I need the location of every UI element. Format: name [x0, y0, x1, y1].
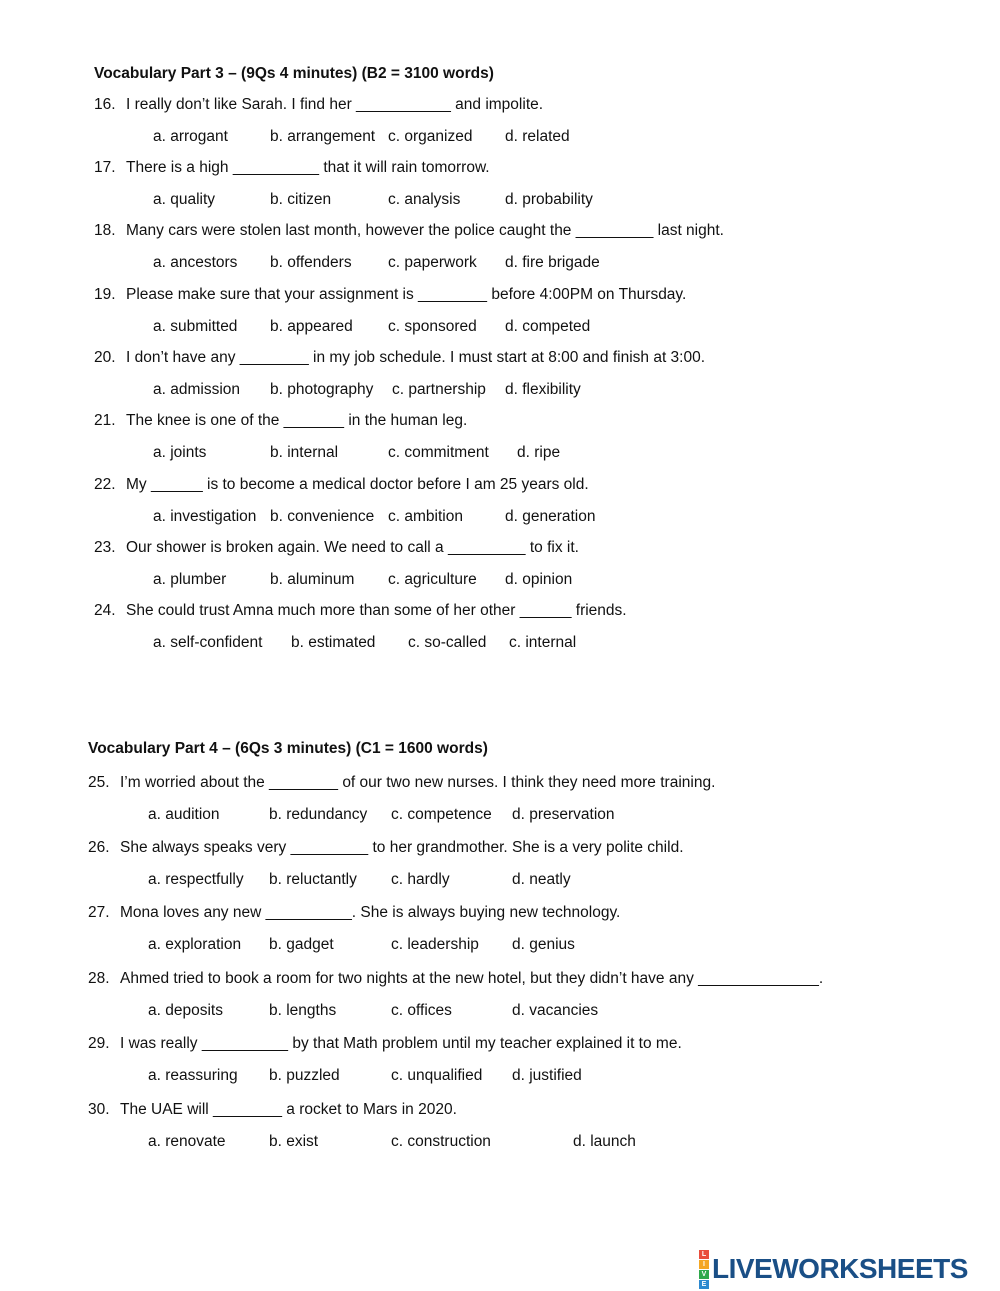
answer-option[interactable]: c. agriculture: [388, 571, 477, 588]
answer-option[interactable]: b. lengths: [269, 1002, 337, 1019]
answer-option[interactable]: b. offenders: [270, 254, 352, 271]
answer-option[interactable]: a. audition: [148, 806, 220, 823]
answer-option[interactable]: c. competence: [391, 806, 492, 823]
question-number: 22.: [94, 476, 116, 493]
answer-option[interactable]: d. fire brigade: [505, 254, 600, 271]
question-text: Please make sure that your assignment is ________ before 4:00PM on Thursday.: [126, 286, 687, 303]
answer-option[interactable]: c. sponsored: [388, 318, 477, 335]
question-24: [94, 602, 627, 620]
answer-option[interactable]: d. related: [505, 128, 570, 145]
question-20: [94, 349, 705, 367]
answer-option[interactable]: a. exploration: [148, 936, 242, 953]
answer-option[interactable]: b. photography: [270, 381, 374, 398]
part4-heading: Vocabulary Part 4 – (6Qs 3 minutes) (C1 = 1600 words): [88, 740, 488, 757]
question-29: [88, 1035, 682, 1053]
answer-option[interactable]: d. flexibility: [505, 381, 581, 398]
question-text: The UAE will ________ a rocket to Mars in 2020.: [120, 1101, 457, 1118]
question-number: 26.: [88, 839, 110, 856]
question-number: 21.: [94, 412, 116, 429]
question-text: My ______ is to become a medical doctor before I am 25 years old.: [126, 476, 589, 493]
answer-option[interactable]: a. respectfully: [148, 871, 244, 888]
question-28: [88, 970, 823, 988]
answer-option[interactable]: c. organized: [388, 128, 473, 145]
answer-option[interactable]: a. ancestors: [153, 254, 238, 271]
question-text: I was really __________ by that Math problem until my teacher explained it to me.: [120, 1035, 682, 1052]
answer-option[interactable]: b. redundancy: [269, 806, 368, 823]
answer-option[interactable]: a. arrogant: [153, 128, 228, 145]
answer-option[interactable]: b. citizen: [270, 191, 332, 208]
question-number: 27.: [88, 904, 110, 921]
answer-option[interactable]: c. construction: [391, 1133, 491, 1150]
answer-option[interactable]: d. justified: [512, 1067, 582, 1084]
question-text: She could trust Amna much more than some of her other ______ friends.: [126, 602, 627, 619]
answer-option[interactable]: d. opinion: [505, 571, 573, 588]
question-16: [94, 96, 543, 114]
question-27: [88, 904, 620, 922]
answer-option[interactable]: b. estimated: [291, 634, 376, 651]
question-text: Mona loves any new __________. She is always buying new technology.: [120, 904, 621, 921]
answer-option[interactable]: a. reassuring: [148, 1067, 238, 1084]
question-text: I really don’t like Sarah. I find her ___________ and impolite.: [126, 96, 544, 113]
question-number: 18.: [94, 222, 116, 239]
question-number: 29.: [88, 1035, 110, 1052]
answer-option[interactable]: b. convenience: [270, 508, 375, 525]
answer-option[interactable]: a. investigation: [153, 508, 257, 525]
question-number: 20.: [94, 349, 116, 366]
answer-option[interactable]: c. ambition: [388, 508, 463, 525]
question-text: I don’t have any ________ in my job schedule. I must start at 8:00 and finish at 3:00.: [126, 349, 706, 366]
question-number: 17.: [94, 159, 116, 176]
answer-option[interactable]: b. exist: [269, 1133, 319, 1150]
answer-option[interactable]: a. deposits: [148, 1002, 223, 1019]
answer-option[interactable]: b. internal: [270, 444, 339, 461]
answer-option[interactable]: d. neatly: [512, 871, 571, 888]
question-number: 30.: [88, 1101, 110, 1118]
question-number: 24.: [94, 602, 116, 619]
answer-option[interactable]: a. self-confident: [153, 634, 263, 651]
answer-option[interactable]: b. aluminum: [270, 571, 355, 588]
answer-option[interactable]: c. unqualified: [391, 1067, 483, 1084]
answer-option[interactable]: d. ripe: [517, 444, 561, 461]
answer-option[interactable]: a. admission: [153, 381, 241, 398]
question-25: [88, 774, 715, 792]
answer-option[interactable]: d. probability: [505, 191, 593, 208]
answer-option[interactable]: c. offices: [391, 1002, 452, 1019]
question-23: [94, 539, 579, 557]
question-text: Many cars were stolen last month, however the police caught the _________ last night.: [126, 222, 724, 239]
part3-heading: Vocabulary Part 3 – (9Qs 4 minutes) (B2 = 3100 words): [94, 65, 494, 82]
answer-option[interactable]: d. generation: [505, 508, 596, 525]
answer-option[interactable]: c. so-called: [408, 634, 487, 651]
answer-option[interactable]: b. appeared: [270, 318, 353, 335]
answer-option[interactable]: a. joints: [153, 444, 207, 461]
answer-option[interactable]: a. quality: [153, 191, 216, 208]
answer-option[interactable]: a. submitted: [153, 318, 238, 335]
answer-option[interactable]: c. analysis: [388, 191, 461, 208]
logo-text: LIVEWORKSHEETS: [712, 1253, 968, 1284]
question-22: [94, 476, 589, 494]
answer-option[interactable]: b. reluctantly: [269, 871, 357, 888]
answer-option[interactable]: b. arrangement: [270, 128, 376, 145]
answer-option[interactable]: c. paperwork: [388, 254, 477, 271]
question-30: [88, 1101, 457, 1119]
answer-option[interactable]: b. gadget: [269, 936, 334, 953]
question-number: 23.: [94, 539, 116, 556]
answer-option[interactable]: d. launch: [573, 1133, 636, 1150]
answer-option[interactable]: c. internal: [509, 634, 577, 651]
answer-option[interactable]: d. vacancies: [512, 1002, 599, 1019]
liveworksheets-logo: [699, 1250, 968, 1288]
answer-option[interactable]: d. preservation: [512, 806, 615, 823]
question-number: 19.: [94, 286, 116, 303]
question-text: She always speaks very _________ to her grandmother. She is a very polite child.: [120, 839, 684, 856]
answer-option[interactable]: b. puzzled: [269, 1067, 340, 1084]
answer-option[interactable]: c. leadership: [391, 936, 479, 953]
question-number: 25.: [88, 774, 110, 791]
question-text: I’m worried about the ________ of our two new nurses. I think they need more training.: [120, 774, 716, 791]
question-text: Our shower is broken again. We need to call a _________ to fix it.: [126, 539, 579, 556]
question-number: 16.: [94, 96, 116, 113]
question-21: [94, 412, 467, 430]
question-text: The knee is one of the _______ in the human leg.: [126, 412, 468, 429]
answer-option[interactable]: c. hardly: [391, 871, 450, 888]
logo-blocks-icon: L I V E: [699, 1250, 709, 1289]
question-number: 28.: [88, 970, 110, 987]
question-17: [94, 159, 490, 177]
question-text: There is a high __________ that it will rain tomorrow.: [126, 159, 490, 176]
question-text: Ahmed tried to book a room for two nights at the new hotel, but they didn’t have any ______________.: [120, 970, 824, 987]
answer-option[interactable]: c. commitment: [388, 444, 489, 461]
answer-option[interactable]: a. renovate: [148, 1133, 226, 1150]
answer-option[interactable]: a. plumber: [153, 571, 227, 588]
answer-option[interactable]: c. partnership: [392, 381, 486, 398]
answer-option[interactable]: d. genius: [512, 936, 575, 953]
question-19: [94, 286, 686, 304]
answer-option[interactable]: d. competed: [505, 318, 591, 335]
question-26: [88, 839, 684, 857]
question-18: [94, 222, 724, 240]
